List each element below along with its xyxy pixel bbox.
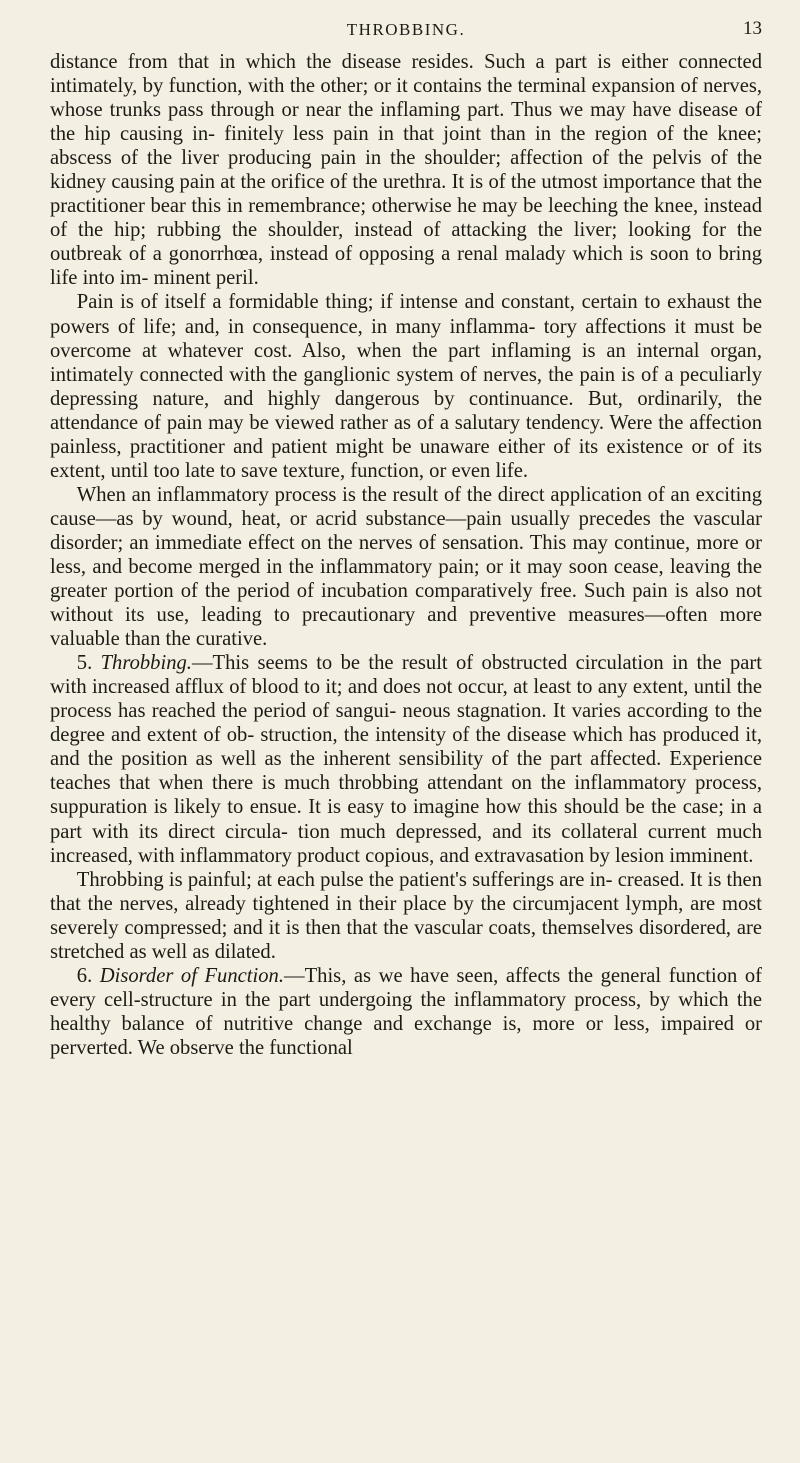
paragraph-pain: [50, 290, 762, 482]
body-text: [50, 50, 762, 1060]
paragraph-text: Throbbing is painful; at each pulse the patient's sufferings are in- creased. It is then that the nerves, already tightened in their place by the circumjacent lymph, are most severely compressed; and it is then that the vascular coats, themselves disordered, are stretched as well as dilated.: [50, 868, 762, 963]
section-heading: Throbbing.: [100, 652, 192, 675]
section-heading: Disorder of Function.: [99, 964, 284, 987]
paragraph-text: Pain is of itself a formidable thing; if intense and constant, certain to exhaust the powers of life; and, in consequence, in many inflamma- tory affections it must be overcome at whatever cost. Also, when the part inflaming is an internal organ, intimately connected with the ganglionic system of nerves, the pain is of a peculiarly depressing nature, and highly dangerous by continuance. But, ordinarily, the attendance of pain may be viewed rather as of a salutary tendency. Were the affection painless, practitioner and patient might be unaware either of its existence or of its extent, until too late to save texture, function, or even life.: [50, 291, 762, 482]
section-throbbing: [50, 651, 762, 867]
section-number: 5.: [76, 652, 101, 675]
running-title: THROBBING.: [346, 20, 466, 39]
section-disorder-of-function: [50, 964, 762, 1060]
paragraph-text: When an inflammatory process is the result of the direct application of an exciting cause—as by wound, heat, or acrid substance—pain usually precedes the vascular disorder; an immediate effect on the nerves of sensation. This may continue, more or less, and become merged in the inflammatory pain; or it may soon cease, leaving the greater portion of the period of incubation comparatively free. Such pain is also not without its use, leading to precautionary and preventive measures—often more valuable than the curative.: [50, 483, 762, 651]
paragraph-throbbing-painful: [50, 868, 762, 964]
running-head: [50, 14, 762, 50]
paragraph-text: —This seems to be the result of obstructed circulation in the part with increased afflux of blood to it; and does not occur, at least to any extent, until the process has reached the period of sangui- neous stagnation. It varies according to the degree and extent of ob- struction, the intensity of the disease which has produced it, and the position as well as the inherent sensibility of the part affected. Experience teaches that when there is much throbbing attendant on the inflammatory process, suppuration is likely to ensue. It is easy to imagine how this should be the case; in a part with its direct circula- tion much depressed, and its collateral current much increased, with inflammatory product copious, and extravasation by lesion imminent.: [50, 652, 762, 867]
paragraph-text: —This, as we have seen, affects the general function of every cell-structure in the part undergoing the inflammatory process, by which the healthy balance of nutritive change and exchange is, more or less, impaired or perverted. We observe the functional: [50, 964, 763, 1059]
page-number: 13: [743, 18, 762, 39]
paragraph-text: distance from that in which the disease resides. Such a part is either connected intimately, by function, with the other; or it contains the terminal expansion of nerves, whose trunks pass through or near the inflaming part. Thus we may have disease of the hip causing in- finitely less pain in that joint than in the region of the knee; abscess of the liver producing pain in the shoulder; affection of the pelvis of the kidney causing pain at the orifice of the urethra. It is of the utmost importance that the practitioner bear this in remembrance; otherwise he may be leeching the knee, instead of the hip; rubbing the shoulder, instead of attacking the liver; looking for the outbreak of a gonorrhœa, instead of opposing a renal malady which is soon to bring life into im- minent peril.: [50, 51, 762, 290]
paragraph-inflammatory-process: [50, 483, 762, 651]
section-number: 6.: [76, 964, 100, 987]
paragraph-continued: [50, 50, 762, 290]
